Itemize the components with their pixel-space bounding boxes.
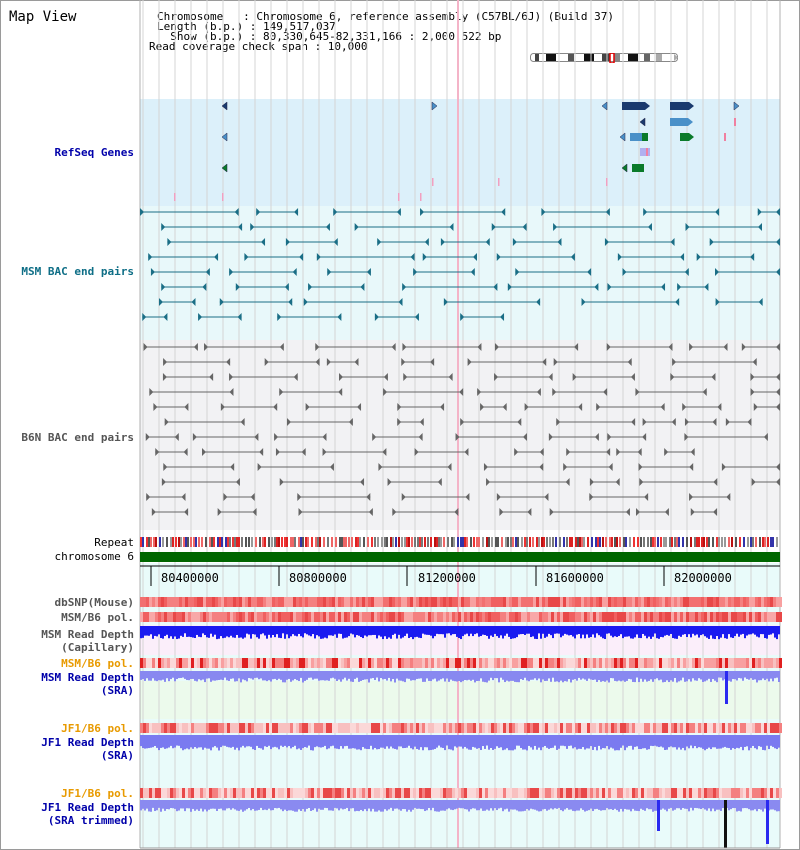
axis-tick-label: 81200000 — [418, 571, 476, 585]
msm-sra-track-bg — [140, 681, 780, 719]
track-label-msm-bac: MSM BAC end pairs — [21, 265, 134, 278]
gene-feature — [670, 102, 694, 110]
length-info: Length (b.p.) : 149,517,037 — [157, 20, 336, 33]
track-label-repeat: Repeat — [94, 536, 134, 549]
track-label-b6n-bac: B6N BAC end pairs — [21, 431, 134, 444]
gene-feature — [606, 178, 608, 186]
map-view-title: Map View — [9, 9, 77, 25]
axis-tick-label: 80800000 — [289, 571, 347, 585]
gene-feature — [498, 178, 500, 186]
track-label-msm-b6-pol-2: MSM/B6 pol. — [61, 657, 134, 670]
track-label-chromosome: chromosome 6 — [54, 550, 134, 563]
gene-feature — [174, 193, 176, 201]
gene-feature — [222, 193, 224, 201]
track-label-jf1-depth-trimmed: JF1 Read Depth (SRA trimmed) — [41, 801, 134, 827]
axis-tick-label: 80400000 — [161, 571, 219, 585]
track-label-jf1-depth-sra: JF1 Read Depth (SRA) — [41, 736, 134, 762]
refseq-track-bg — [140, 99, 780, 206]
gene-feature — [640, 148, 650, 156]
jf1-b6-pol-strip-2 — [140, 788, 782, 798]
gene-feature — [642, 133, 648, 141]
gene-feature — [646, 148, 648, 156]
track-label-dbsnp: dbSNP(Mouse) — [54, 596, 134, 609]
track-label-msm-b6-pol-1: MSM/B6 pol. — [61, 611, 134, 624]
show-range-info: Show (b.p.) : 80,330,645-82,331,166 : 2,000,522 bp — [157, 30, 502, 43]
dbsnp-strip — [140, 597, 782, 607]
gene-feature — [724, 133, 726, 141]
gene-feature — [734, 118, 736, 126]
chromosome-bar — [140, 552, 780, 562]
gene-feature — [398, 193, 400, 201]
track-label-jf1-b6-pol-1: JF1/B6 pol. — [61, 722, 134, 735]
gene-feature — [632, 164, 644, 172]
gene-feature — [432, 178, 434, 186]
repeat-track — [140, 537, 778, 547]
gene-feature — [420, 193, 422, 201]
msm-b6-pol-strip-1 — [140, 612, 782, 622]
msm-b6-pol-strip-2 — [140, 658, 782, 668]
track-label-refseq-genes: RefSeq Genes — [54, 146, 134, 159]
track-label-msm-depth-sra: MSM Read Depth (SRA) — [41, 671, 134, 697]
chromosome-info: Chromosome : Chromosome 6, reference assembly (C57BL/6J) (Build 37) — [157, 10, 614, 23]
jf1-b6-pol-strip-1 — [140, 723, 782, 733]
b6n-bac-track-bg — [140, 340, 780, 530]
track-label-jf1-b6-pol-2: JF1/B6 pol. — [61, 787, 134, 800]
track-label-msm-depth-capillary: MSM Read Depth (Capillary) — [41, 628, 134, 654]
gene-feature — [630, 133, 642, 141]
axis-tick-label: 82000000 — [674, 571, 732, 585]
coverage-span-info: Read coverage check span : 10,000 — [149, 40, 368, 53]
axis-tick-label: 81600000 — [546, 571, 604, 585]
gene-feature — [622, 102, 632, 110]
msm-bac-track-bg — [140, 206, 780, 340]
